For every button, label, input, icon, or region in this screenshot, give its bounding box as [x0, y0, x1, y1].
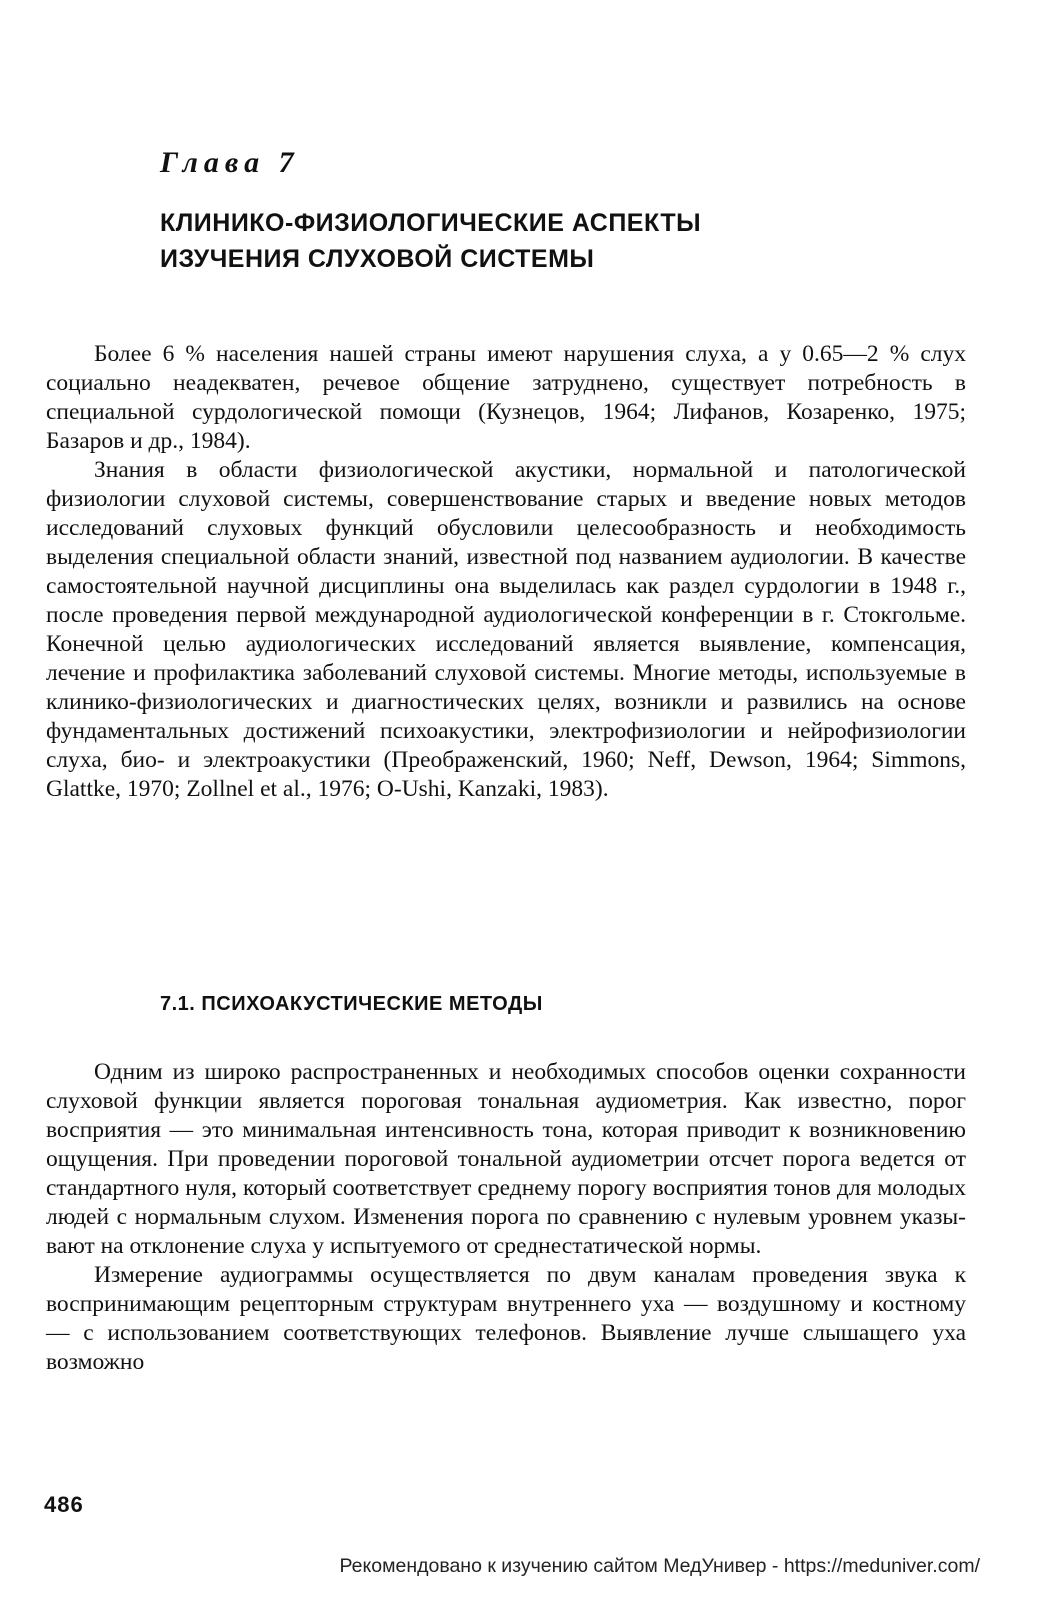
intro-paragraph-1: Более 6 % населения нашей страны имеют нарушения слуха, а у 0.65—2 % слух социально неадекватен, речевое общение затруднено, существует потребность в специальной сурдологической помощи (Кузнецов, 1964; Лифанов, Козаренко, 1975; Базаров и др., 1984). — [46, 341, 966, 454]
chapter-title-line-1: КЛИНИКО-ФИЗИОЛОГИЧЕСКИЕ АСПЕКТЫ — [160, 209, 702, 237]
footer-note: Рекомендовано к изучению сайтом МедУнивер - https://meduniver.com/ — [339, 1555, 980, 1577]
chapter-title-line-2: ИЗУЧЕНИЯ СЛУХОВОЙ СИСТЕМЫ — [160, 245, 595, 273]
chapter-label: Глава 7 — [160, 146, 300, 179]
page-number: 486 — [44, 1492, 84, 1517]
intro-paragraph-2: Знания в области физиологической акустики, нормальной и патологической физиологии слуховой системы, совершенствование старых и введение новых методов исследований слуховых функций обусловили целесообразность и необходимость выделения специальной области знаний, известной под названием аудиологии. В качестве самостоятельной научной дисциплины она выделилась как раздел сурдологии в 1948 г., после проведения первой международной аудиологической конференции в г. Стокгольме. Конечной целью аудиологических исследований является выявление, компенсация, лечение и профилактика заболеваний слуховой системы. Многие методы, используемые в клинико-физиологических и диагностических целях, возникли и развились на основе фундаментальных достижений психоакустики, электрофизиологии и нейрофизиологии слуха, био- и электроакустики (Преображенский, 1960; Neff, Dewson, 1964; Simmons, Glattke, 1970; Zollnel et al., 1976; O-Ushi, Kanzaki, 1983). — [46, 457, 966, 802]
section-paragraph-2: Измерение аудиограммы осуществляется по двум каналам проведения звука к воспринимающим рецепторным структурам внутреннего уха — воздушному и костному — с использованием соответствующих телефонов. Выявление лучше слышащего уха возможно — [46, 1262, 966, 1375]
section-text — [46, 1058, 966, 1377]
section-heading: 7.1. ПСИХОАКУСТИЧЕСКИЕ МЕТОДЫ — [160, 993, 543, 1015]
intro-text — [46, 340, 966, 804]
section-paragraph-1: Одним из широко распространенных и необходимых способов оценки сохранности слуховой функции является пороговая тональная аудиометрия. Как известно, порог восприятия — это минимальная интенсивность тона, которая приводит к возникновению ощущения. При проведении пороговой тональной аудиометрии отсчет порога ведется от стандартного нуля, который соответствует среднему порогу восприятия тонов для молодых людей с нормальным слухом. Изменения порога по сравнению с нулевым уровнем указывают на отклонение слуха у испытуемого от среднестатической нормы. — [46, 1059, 966, 1259]
chapter-title — [160, 205, 860, 277]
